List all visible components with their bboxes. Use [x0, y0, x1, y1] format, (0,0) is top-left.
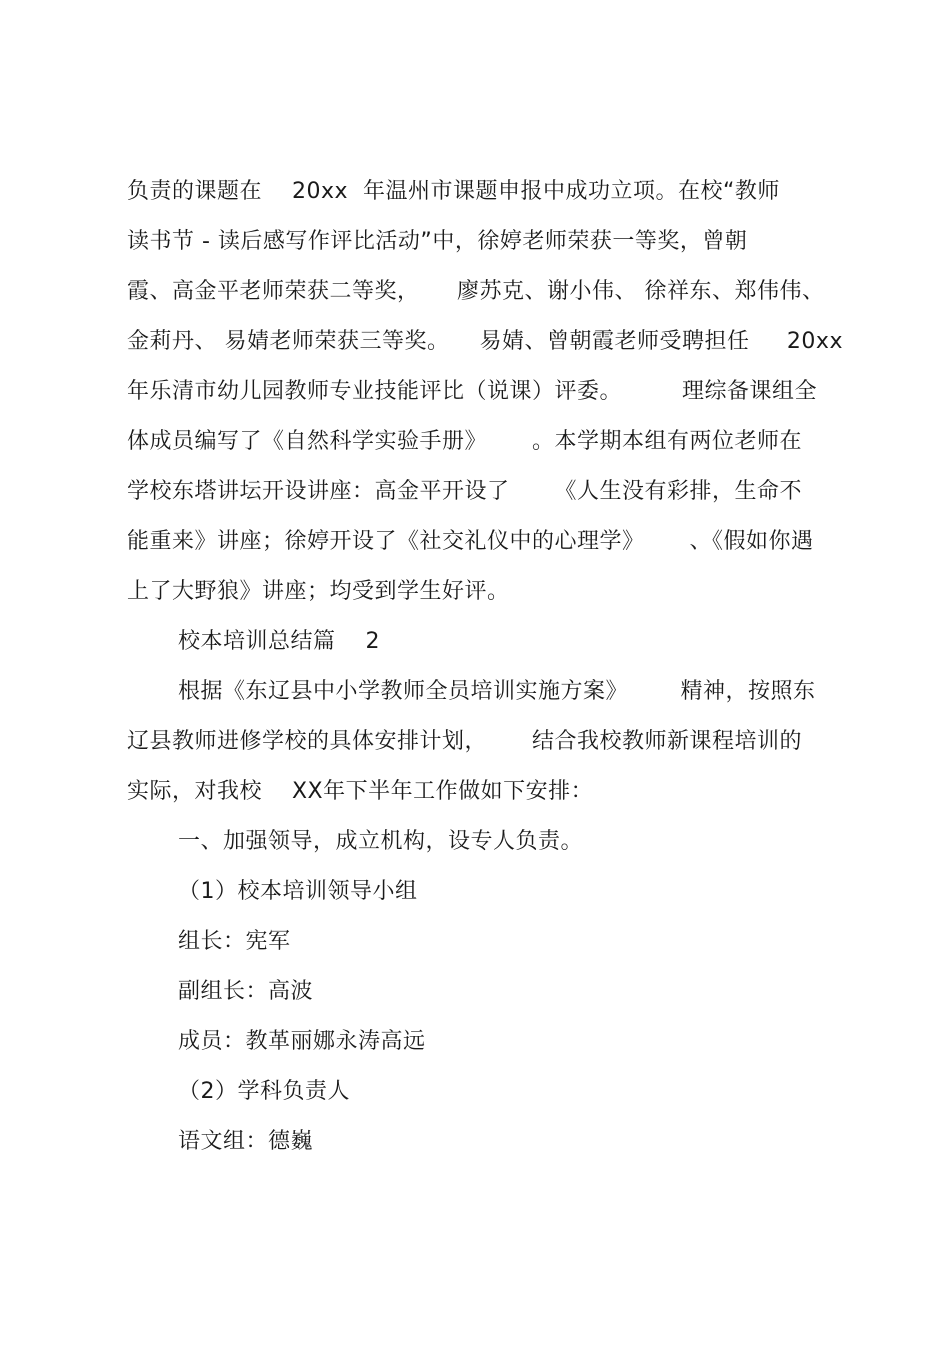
paragraph-line: 霞、高金平老师荣获二等奖， 廖苏克、谢小伟、 徐祥东、郑伟伟、	[127, 279, 825, 304]
paragraph-line: 上了大野狼》讲座；均受到学生好评。	[127, 579, 510, 604]
list-item: 副组长：高波	[178, 979, 314, 1004]
paragraph-line: 根据《东辽县中小学教师全员培训实施方案》 精神，按照东	[178, 679, 816, 704]
paragraph-line: 实际，对我校 XX年下半年工作做如下安排：	[127, 779, 594, 804]
paragraph-line: 读书节 - 读后感写作评比活动”中，徐婷老师荣获一等奖，曾朝	[127, 229, 748, 254]
list-subheading: （2）学科负责人	[178, 1079, 350, 1104]
paragraph-line: 负责的课题在 20xx 年温州市课题申报中成功立项。在校“教师	[127, 179, 780, 204]
paragraph-line: 金莉丹、 易婧老师荣获三等奖。 易婧、曾朝霞老师受聘担任 20xx	[127, 329, 843, 354]
section-heading: 校本培训总结篇 2	[178, 629, 380, 654]
list-item: 成员：教革丽娜永涛高远	[178, 1029, 426, 1054]
list-subheading: （1）校本培训领导小组	[178, 879, 418, 904]
list-heading: 一、加强领导，成立机构，设专人负责。	[178, 829, 584, 854]
paragraph-line: 能重来》讲座；徐婷开设了《社交礼仪中的心理学》 、《假如你遇	[127, 529, 814, 554]
list-item: 语文组：德巍	[178, 1129, 314, 1154]
paragraph-line: 学校东塔讲坛开设讲座：高金平开设了 《人生没有彩排，生命不	[127, 479, 802, 504]
paragraph-line: 体成员编写了《自然科学实验手册》 。本学期本组有两位老师在	[127, 429, 802, 454]
paragraph-line: 辽县教师进修学校的具体安排计划， 结合我校教师新课程培训的	[127, 729, 802, 754]
list-item: 组长：宪军	[178, 929, 291, 954]
paragraph-line: 年乐清市幼儿园教师专业技能评比（说课）评委。 理综备课组全	[127, 379, 817, 404]
